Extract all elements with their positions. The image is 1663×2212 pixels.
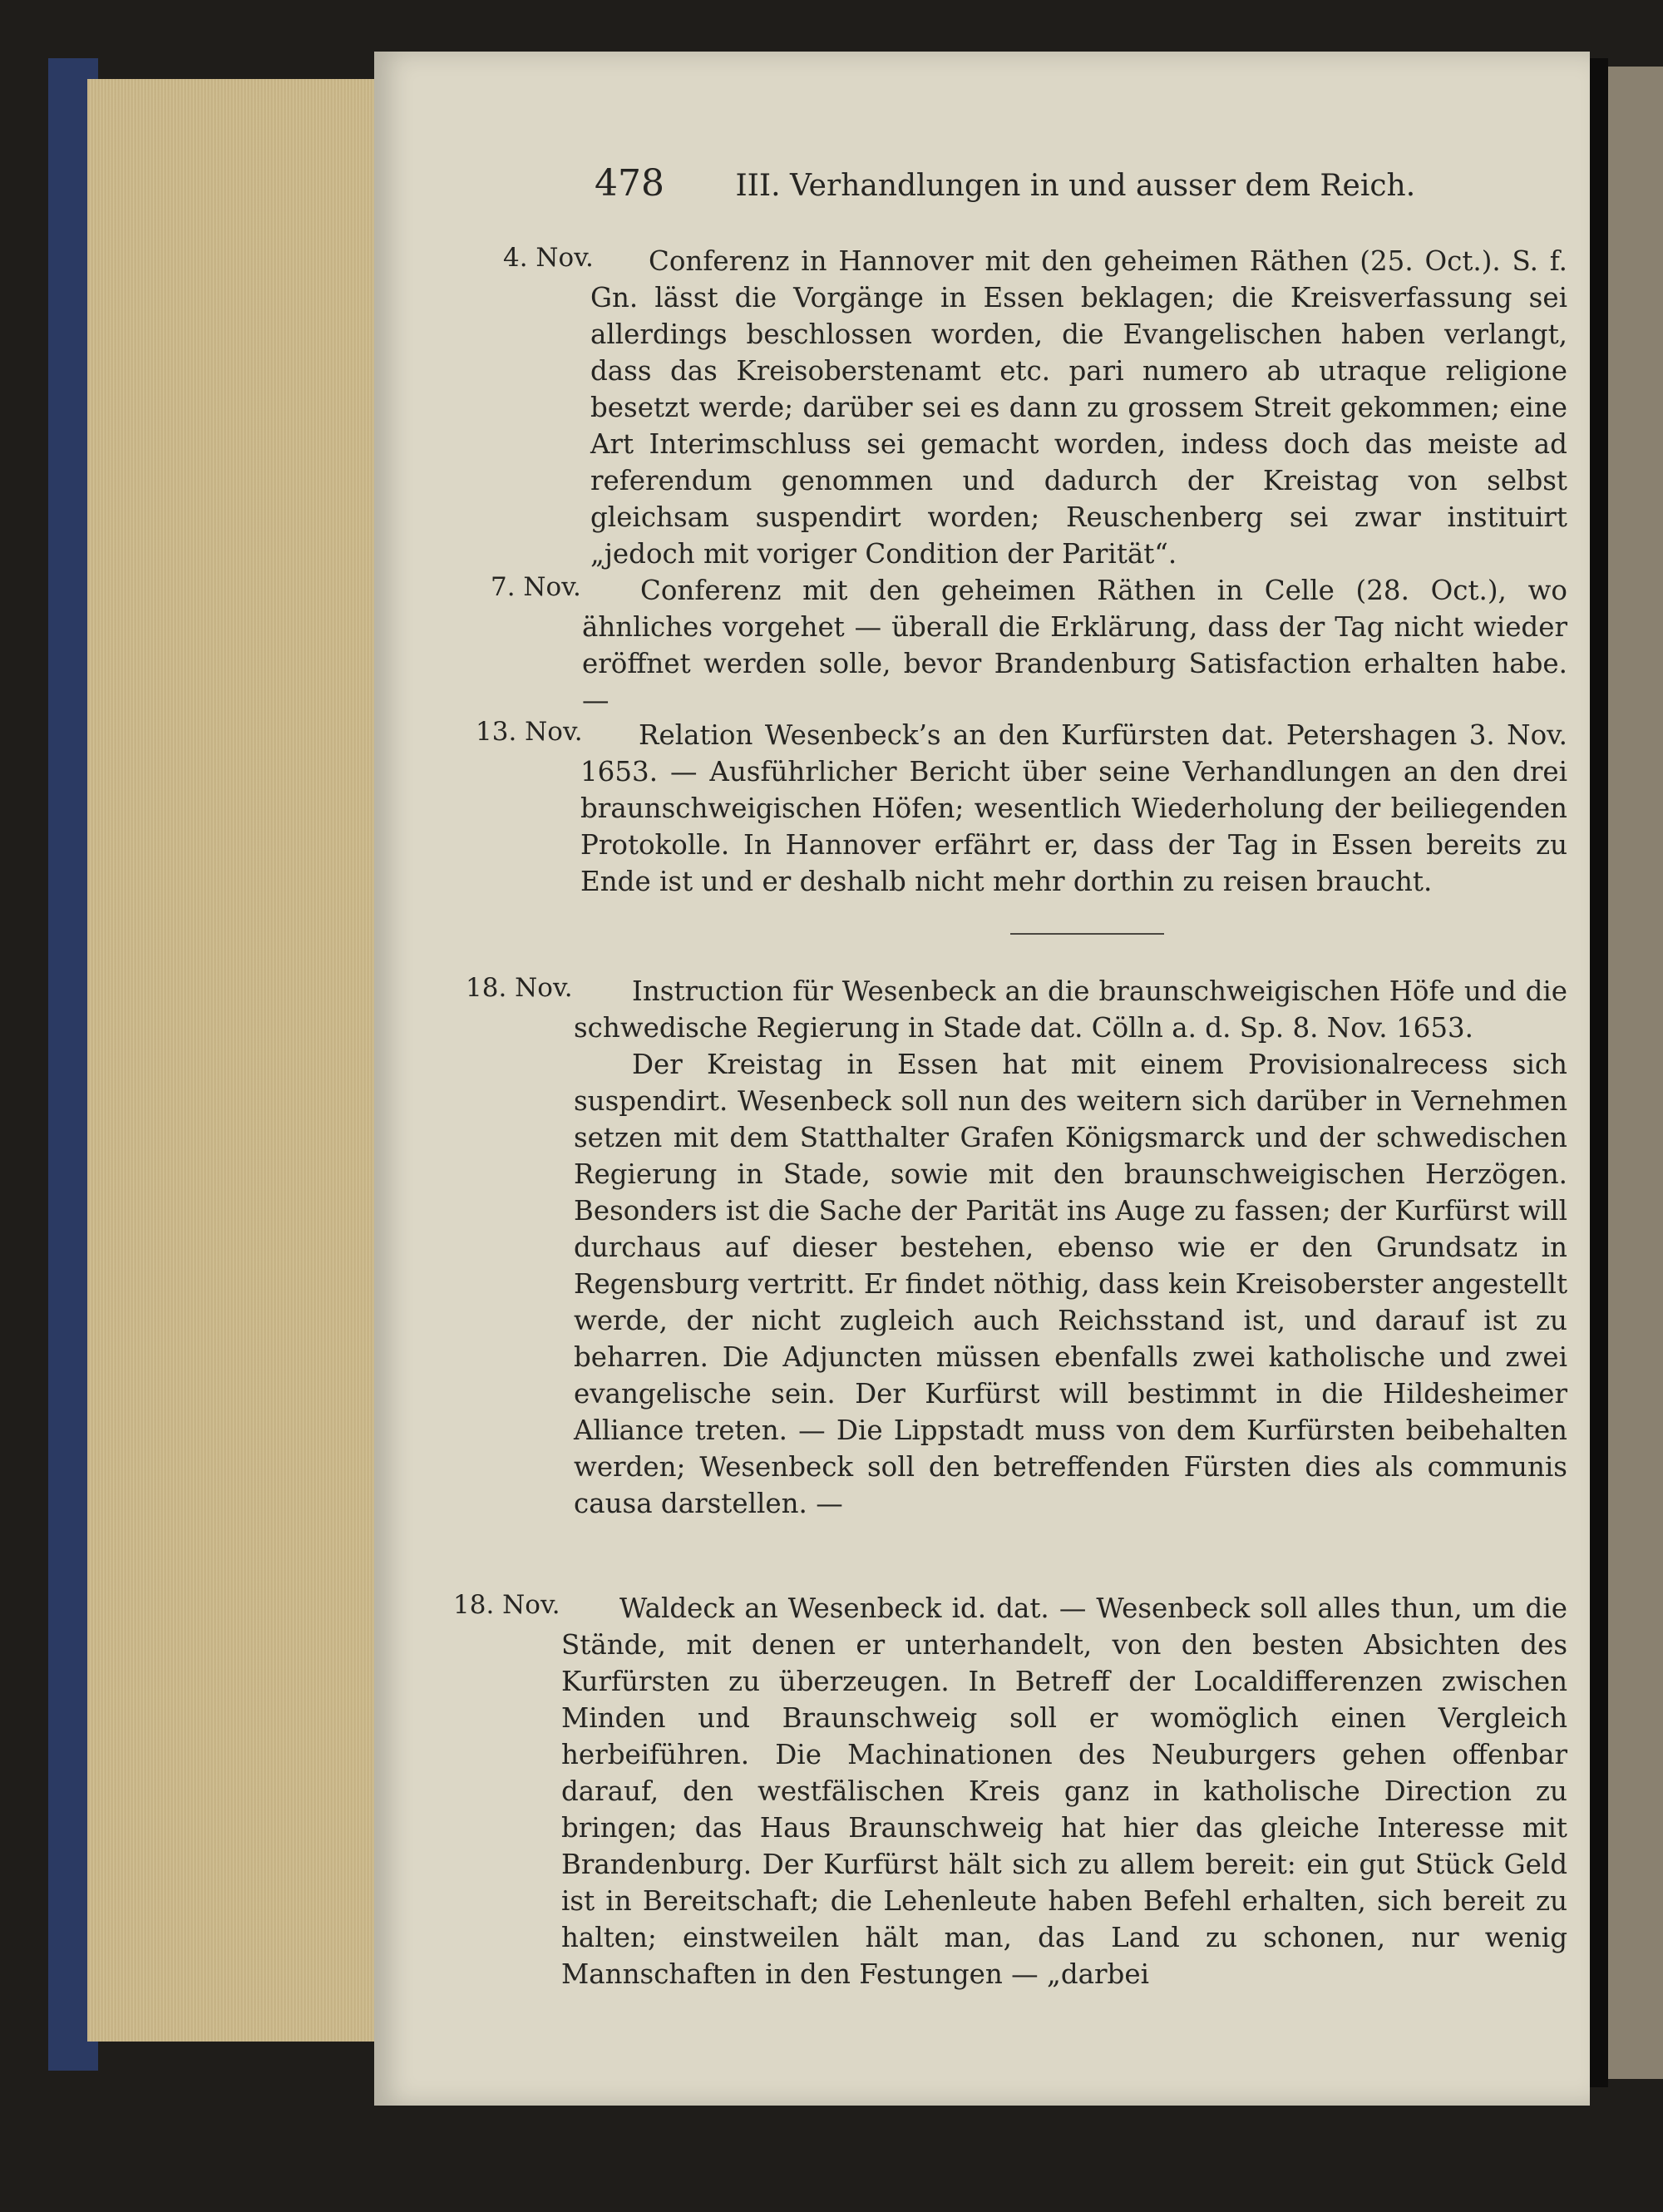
- page-number: 478: [595, 162, 664, 205]
- entry-paragraph: Conferenz mit den geheimen Räthen in Celle (28. Oct.), wo ähnliches vorgehet — überall die Erklärung, dass der Tag nicht wieder eröffnet werden solle, bevor Brandenburg Satisfaction erhalten habe. —: [582, 575, 1567, 716]
- entry-date: 4. Nov.: [503, 243, 594, 273]
- entry-body: [561, 1590, 1567, 1992]
- entry-date: 7. Nov.: [491, 572, 581, 602]
- running-header: [595, 162, 1415, 205]
- book-gutter: [1590, 58, 1608, 2087]
- page-edges: [87, 79, 374, 2042]
- entry-body: [580, 717, 1567, 900]
- entry-paragraph: Conferenz in Hannover mit den geheimen Räthen (25. Oct.). S. f. Gn. lässt die Vorgänge in Essen beklagen; die Kreisverfassung sei allerdings beschlossen worden, die Evangelischen haben verlangt, dass das Kreisoberstenamt etc. pari numero ab utraque religione besetzt werde; darüber sei es dann zu grossem Streit gekommen; eine Art Interimschluss sei gemacht worden, indess doch das meiste ad referendum genommen und dadurch der Kreistag von selbst gleichsam suspendirt worden; Reuschenberg sei zwar instituirt „jedoch mit voriger Condition der Parität“.: [590, 245, 1567, 570]
- entry-paragraph: Instruction für Wesenbeck an die braunschweigischen Höfe und die schwedische Regierung in Stade dat. Cölln a. d. Sp. 8. Nov. 1653.: [574, 975, 1567, 1044]
- entry-paragraph: Waldeck an Wesenbeck id. dat. — Wesenbeck soll alles thun, um die Stände, mit denen er unterhandelt, von den besten Absichten des Kurfürsten zu überzeugen. In Betreff der Localdifferenzen zwischen Minden und Braunschweig soll er womöglich einen Vergleich herbeiführen. Die Machinationen des Neuburgers gehen offenbar darauf, den westfälischen Kreis ganz in katholische Direction zu bringen; das Haus Braunschweig hat hier das gleiche Interesse mit Brandenburg. Der Kurfürst hält sich zu allem bereit: ein gut Stück Geld ist in Bereitschaft; die Lehenleute haben Befehl erhalten, sich bereit zu halten; einstweilen hält man, das Land zu schonen, nur wenig Mannschaften in den Festungen — „darbei: [561, 1592, 1567, 1990]
- entry-date: 18. Nov.: [453, 1590, 560, 1620]
- facing-page-edge: [1608, 67, 1663, 2079]
- running-title: III. Verhandlungen in und ausser dem Reich.: [735, 169, 1416, 203]
- entry-date: 18. Nov.: [466, 973, 573, 1003]
- section-divider: [1010, 933, 1164, 935]
- entry-paragraph: Relation Wesenbeck’s an den Kurfürsten dat. Petershagen 3. Nov. 1653. — Ausführlicher Bericht über seine Verhandlungen an den drei braunschweigischen Höfen; wesentlich Wiederholung der beiliegenden Protokolle. In Hannover erfährt er, dass der Tag in Essen bereits zu Ende ist und er deshalb nicht mehr dorthin zu reisen braucht.: [580, 719, 1567, 897]
- entry-body: [574, 973, 1567, 1522]
- entry-body: [582, 572, 1567, 718]
- entry-body: [590, 243, 1567, 572]
- entry-date: 13. Nov.: [476, 717, 583, 747]
- entry-paragraph: Der Kreistag in Essen hat mit einem Provisionalrecess sich suspendirt. Wesenbeck soll nun des weitern sich darüber in Vernehmen setzen mit dem Statthalter Grafen Königsmarck und der schwedischen Regierung in Stade, sowie mit den braunschweigischen Herzögen. Besonders ist die Sache der Parität ins Auge zu fassen; der Kurfürst will durchaus auf dieser bestehen, ebenso wie er den Grundsatz in Regensburg vertritt. Er findet nöthig, dass kein Kreisoberster angestellt werde, der nicht zugleich auch Reichsstand ist, und darauf ist zu beharren. Die Adjuncten müssen ebenfalls zwei katholische und zwei evangelische sein. Der Kurfürst will bestimmt in die Hildesheimer Alliance treten. — Die Lippstadt muss von dem Kurfürsten beibehalten werden; Wesenbeck soll den betreffenden Fürsten dies als communis causa darstellen. —: [574, 1049, 1567, 1519]
